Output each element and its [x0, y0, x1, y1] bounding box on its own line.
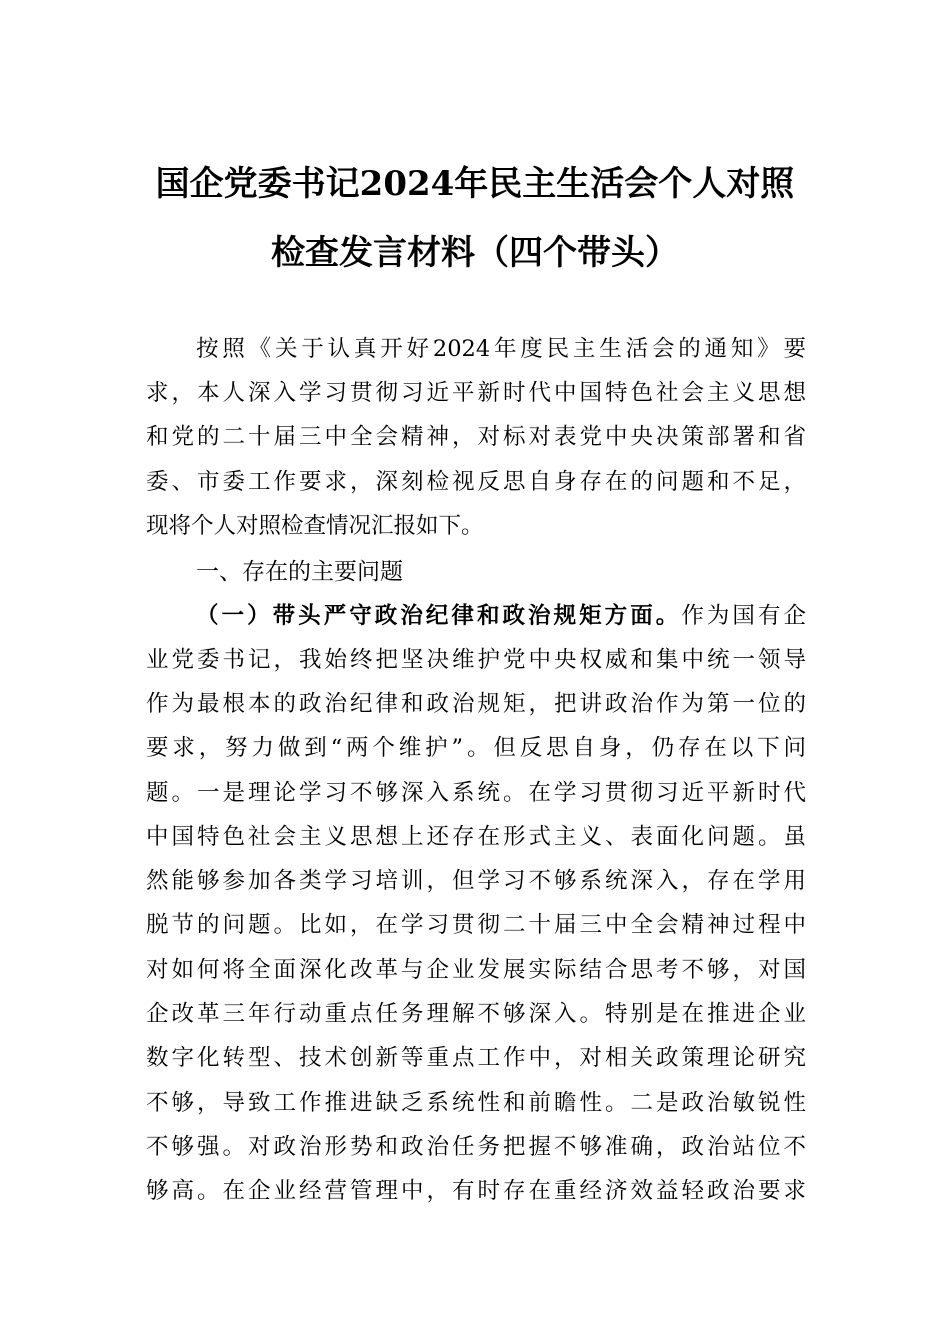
body-line: 然能够参加各类学习培训，但学习不够系统深入，存在学用	[146, 868, 806, 894]
intro-line-1: 按照《关于认真开好2024年度民主生活会的通知》要	[196, 336, 806, 362]
subsection-first-line	[196, 601, 806, 631]
intro-line-5: 现将个人对照检查情况汇报如下。	[146, 513, 484, 539]
intro-line-2: 求，本人深入学习贯彻习近平新时代中国特色社会主义思想	[146, 380, 806, 406]
intro-line-4: 委、市委工作要求，深刻检视反思自身存在的问题和不足，	[146, 469, 806, 495]
body-line: 业党委书记，我始终把坚决维护党中央权威和集中统一领导	[146, 647, 806, 673]
body-line: 脱节的问题。比如，在学习贯彻二十届三中全会精神过程中	[146, 912, 806, 938]
body-line: 够高。在企业经营管理中，有时存在重经济效益轻政治要求	[146, 1178, 806, 1204]
intro-line-3: 和党的二十届三中全会精神，对标对表党中央决策部署和省	[146, 424, 806, 450]
body-line: 题。一是理论学习不够深入系统。在学习贯彻习近平新时代	[146, 780, 806, 806]
body-line: 要求，努力做到“两个维护”。但反思自身，仍存在以下问	[146, 735, 806, 761]
subsection-heading: （一）带头严守政治纪律和政治规矩方面。	[196, 603, 682, 629]
body-line: 中国特色社会主义思想上还存在形式主义、表面化问题。虽	[146, 824, 806, 850]
body-line: 作为最根本的政治纪律和政治规矩，把讲政治作为第一位的	[146, 691, 806, 717]
document-title-line-2: 检查发言材料（四个带头）	[271, 233, 679, 273]
body-line: 不够强。对政治形势和政治任务把握不够准确，政治站位不	[146, 1134, 806, 1160]
body-line: 数字化转型、技术创新等重点工作中，对相关政策理论研究	[146, 1045, 806, 1071]
subsection-first-line-rest: 作为国有企	[681, 603, 806, 629]
document-title-line-1: 国企党委书记2024年民主生活会个人对照	[155, 164, 795, 204]
section-heading: 一、存在的主要问题	[196, 559, 403, 585]
body-line: 对如何将全面深化改革与企业发展实际结合思考不够，对国	[146, 957, 806, 983]
body-line: 企改革三年行动重点任务理解不够深入。特别是在推进企业	[146, 1001, 806, 1027]
body-line: 不够，导致工作推进缺乏系统性和前瞻性。二是政治敏锐性	[146, 1090, 806, 1116]
